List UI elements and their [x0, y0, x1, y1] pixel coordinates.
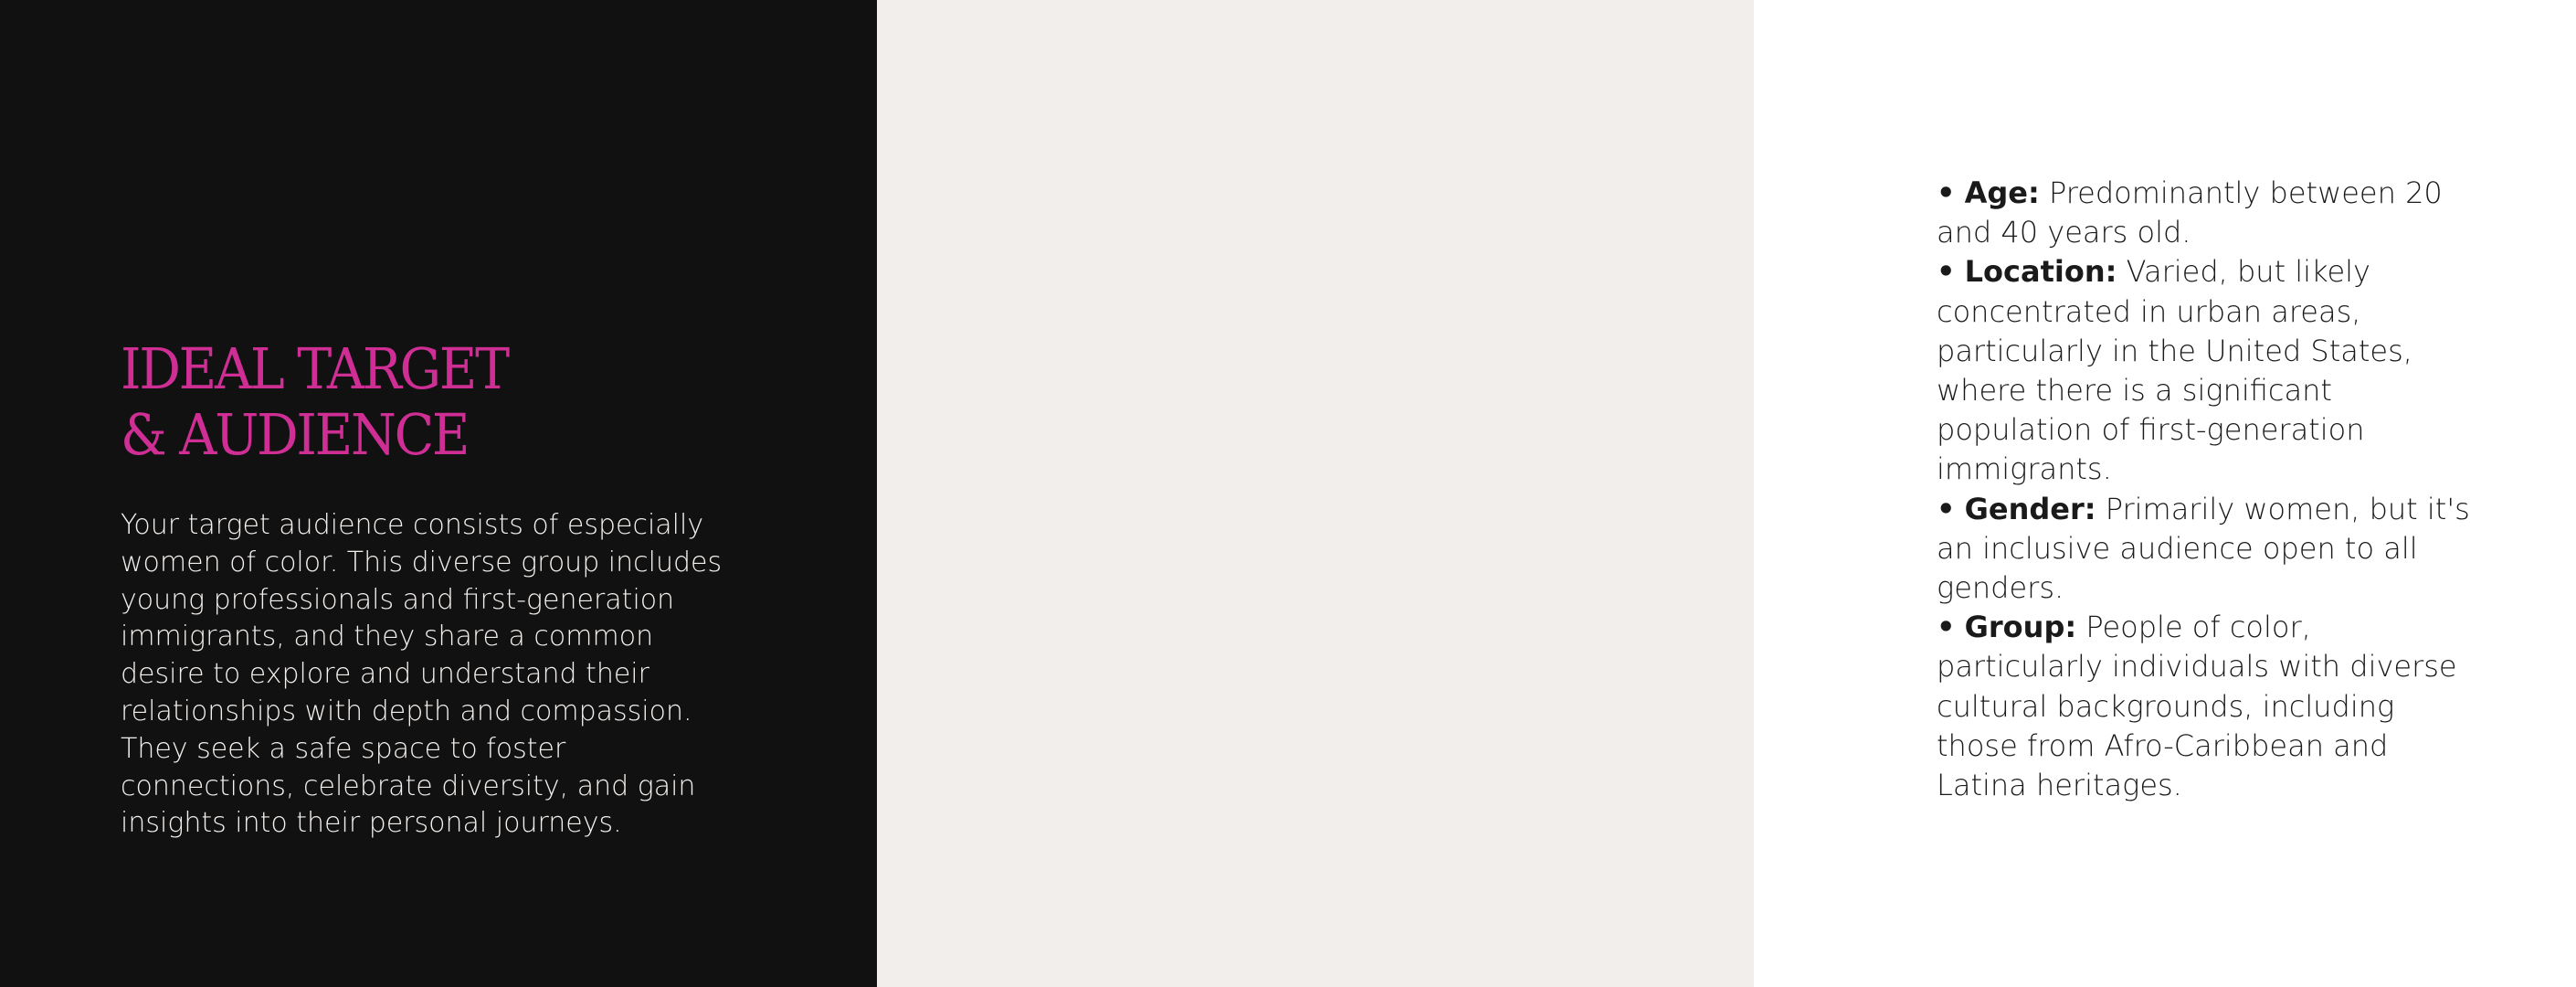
- age-value: Predominantly between 20: [2048, 175, 2443, 210]
- group-label: Group:: [1964, 610, 2077, 645]
- gender-value-line: genders.: [1937, 570, 2064, 606]
- gender-value-line: an inclusive audience open to all: [1937, 530, 2418, 566]
- audience-details-list: [1937, 174, 2576, 805]
- age-value-line: and 40 years old.: [1937, 215, 2191, 250]
- description-line: women of color. This diverse group includes: [121, 546, 723, 578]
- location-value-line: concentrated in urban areas,: [1937, 293, 2361, 329]
- description-line: immigrants, and they share a common: [121, 621, 654, 653]
- bullet: •: [1937, 175, 1956, 210]
- item-first-line: [1937, 174, 2576, 213]
- location-value-line: particularly in the United States,: [1937, 333, 2412, 368]
- gender-value: Primarily women, but it's: [2105, 491, 2470, 526]
- item-first-line: [1937, 608, 2576, 647]
- audience-item-age: [1937, 174, 2576, 252]
- item-first-line: [1937, 490, 2576, 529]
- title-line-1: IDEAL TARGET: [121, 335, 508, 402]
- description-line: Your target audience consists of especially: [121, 509, 704, 541]
- location-label: Location:: [1964, 254, 2117, 290]
- group-value: People of color,: [2085, 610, 2311, 645]
- item-first-line: [1937, 252, 2576, 292]
- description-line: They seek a safe space to foster: [121, 732, 566, 765]
- description-line: relationships with depth and compassion.: [121, 695, 692, 727]
- location-value: Varied, but likely: [2126, 254, 2370, 290]
- group-value-line: cultural backgrounds, including: [1937, 688, 2395, 724]
- description-line: young professionals and first-generation: [121, 583, 675, 616]
- age-label: Age:: [1964, 175, 2040, 210]
- location-value-line: immigrants.: [1937, 451, 2112, 487]
- audience-item-gender: [1937, 490, 2576, 609]
- location-value-line: population of first-generation: [1937, 412, 2365, 448]
- description-line: connections, celebrate diversity, and gain: [121, 769, 696, 802]
- location-value-line: where there is a significant: [1937, 373, 2332, 409]
- title-line-2: & AUDIENCE: [121, 401, 469, 468]
- description-line: desire to explore and understand their: [121, 658, 649, 691]
- audience-item-group: [1937, 608, 2576, 805]
- audience-item-location: [1937, 252, 2576, 489]
- group-value-line: Latina heritages.: [1937, 768, 2182, 803]
- description-line: insights into their personal journeys.: [121, 807, 622, 840]
- gender-label: Gender:: [1964, 491, 2096, 526]
- audience-description: [121, 507, 760, 843]
- bullet: •: [1937, 254, 1956, 290]
- bullet: •: [1937, 610, 1956, 645]
- group-value-line: those from Afro-Caribbean and: [1937, 727, 2389, 763]
- bullet: •: [1937, 491, 1956, 526]
- slide-title: [121, 336, 709, 468]
- group-value-line: particularly individuals with diverse: [1937, 649, 2457, 685]
- right-panel: [877, 0, 2470, 987]
- left-panel: [0, 0, 877, 987]
